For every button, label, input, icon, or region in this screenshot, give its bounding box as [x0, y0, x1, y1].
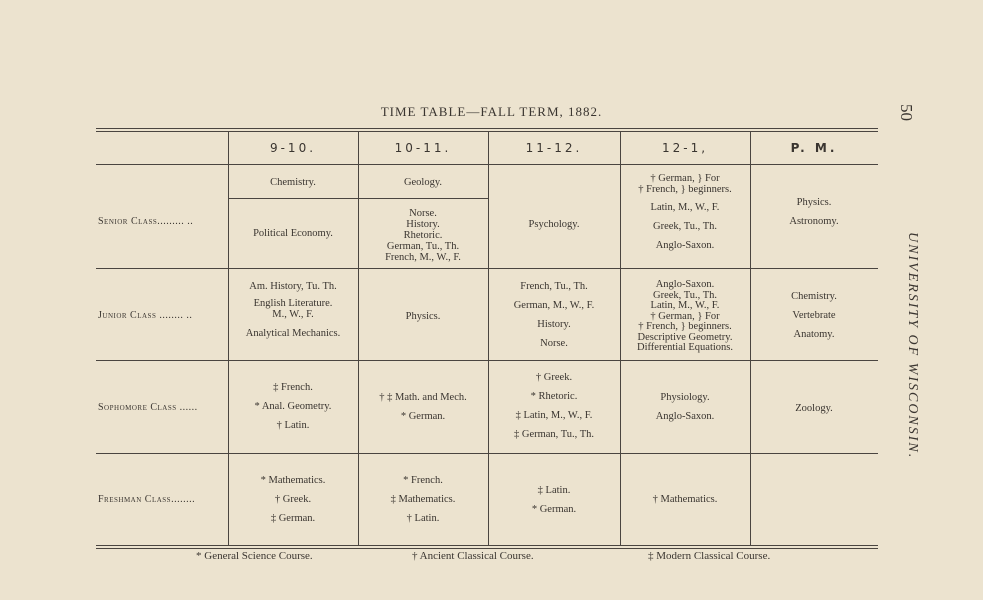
- sophomore-pm: Zoology.: [795, 403, 833, 414]
- senior-10-top: Geology.: [403, 177, 443, 188]
- senior-12: † German, } For † French, } beginners. Latin, M., W., F. Greek, Tu., Th. Anglo-Saxon.: [638, 173, 732, 252]
- row-label-senior: Senior Class......... ..: [98, 216, 194, 227]
- freshman-10: * French. ‡ Mathematics. † Latin.: [390, 475, 456, 525]
- junior-9: Am. History, Tu. Th. English Literature. M., W., F. Analytical Mechanics.: [245, 281, 341, 340]
- junior-pm: Chemistry. Vertebrate Anatomy.: [791, 291, 837, 341]
- row-label-freshman: Freshman Class........: [98, 494, 196, 505]
- bottom-rule-2: [96, 548, 878, 549]
- page-title: TIME TABLE—FALL TERM, 1882.: [380, 104, 603, 119]
- header-pm: P. M.: [790, 141, 838, 155]
- row-label-sophomore: Sophomore Class ......: [98, 402, 198, 413]
- header-11-12: 11-12.: [525, 141, 583, 155]
- sophomore-9: ‡ French. * Anal. Geometry. † Latin.: [254, 382, 332, 432]
- sophomore-11: † Greek. * Rhetoric. ‡ Latin, M., W., F. ‡ German, Tu., Th.: [513, 372, 595, 441]
- header-9-10: 9-10.: [269, 141, 317, 155]
- sophomore-12: Physiology. Anglo-Saxon.: [655, 392, 715, 423]
- header-12-1: 12-1,: [661, 141, 709, 155]
- junior-10: Physics.: [405, 311, 441, 322]
- top-rule-2: [96, 131, 878, 132]
- senior-pm: Physics. Astronomy.: [789, 197, 839, 228]
- running-head: UNIVERSITY OF WISCONSIN.: [905, 232, 920, 460]
- freshman-12: † Mathematics.: [652, 494, 718, 505]
- footnote-modern-classical: ‡ Modern Classical Course.: [648, 550, 771, 562]
- junior-bottom-rule: [96, 360, 878, 361]
- footnote-ancient-classical: † Ancient Classical Course.: [412, 550, 534, 562]
- page-number: 50: [897, 104, 916, 121]
- header-rule: [96, 164, 878, 165]
- senior-9-bottom: Political Economy.: [253, 228, 333, 239]
- senior-10-bottom: Norse. History. Rhetoric. German, Tu., Th. French, M., W., F.: [385, 208, 461, 264]
- footnote-general-science: * General Science Course.: [196, 550, 313, 562]
- top-rule-1: [96, 128, 878, 129]
- sophomore-10: † ‡ Math. and Mech. * German.: [379, 392, 467, 423]
- senior-bottom-rule: [96, 268, 878, 269]
- freshman-11: ‡ Latin. * German.: [531, 485, 577, 516]
- freshman-9: * Mathematics. † Greek. ‡ German.: [260, 475, 326, 525]
- senior-9-top: Chemistry.: [270, 177, 316, 188]
- header-10-11: 10-11.: [394, 141, 452, 155]
- row-label-junior: Junior Class ........ ..: [98, 310, 193, 321]
- bottom-rule-1: [96, 545, 878, 546]
- senior-11: Psychology.: [528, 219, 580, 230]
- sophomore-bottom-rule: [96, 453, 878, 454]
- junior-11: French, Tu., Th. German, M., W., F. History. Norse.: [513, 281, 595, 350]
- junior-12: Anglo-Saxon. Greek, Tu., Th. Latin, M., W., F. † German, } For † French, } beginners. Descriptive Geometry. Differential Equations.: [636, 279, 734, 353]
